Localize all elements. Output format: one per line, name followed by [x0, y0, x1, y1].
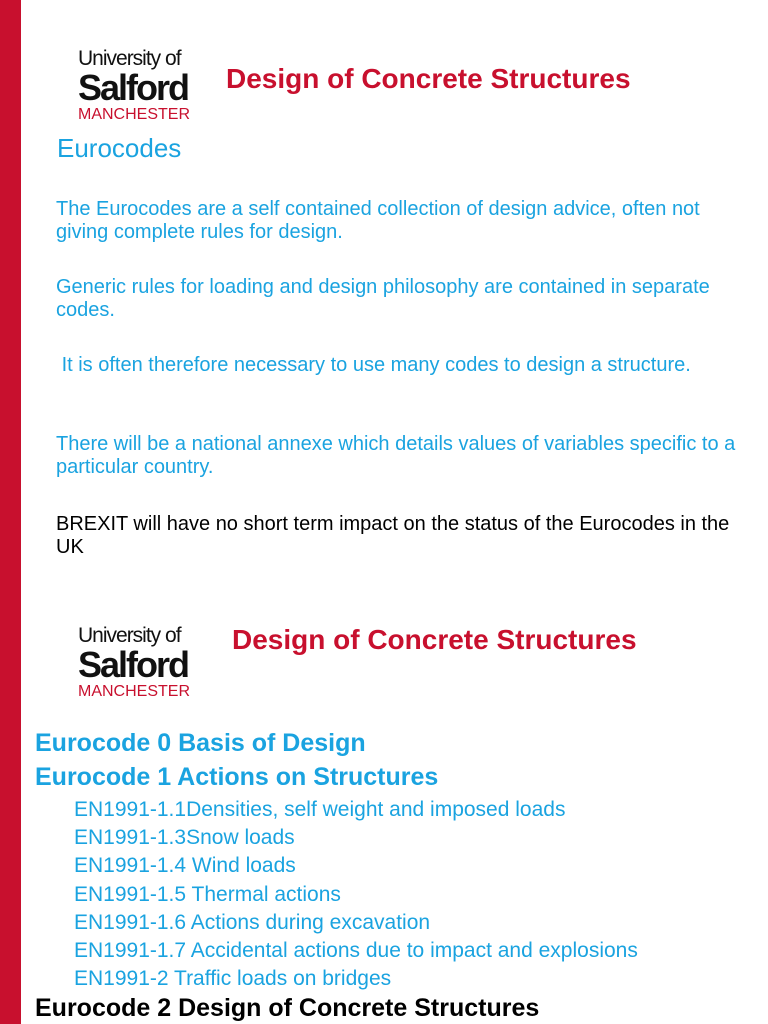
slide-title: Design of Concrete Structures: [232, 624, 637, 655]
heading-eurocode-0: Eurocode 0 Basis of Design: [35, 729, 366, 757]
list-item: EN1991-1.3Snow loads: [74, 826, 295, 850]
university-logo: University of Salford MANCHESTER: [78, 624, 191, 700]
paragraph: There will be a national annexe which details values of variables specific to a particular country.: [56, 433, 736, 478]
list-item: EN1991-1.4 Wind loads: [74, 854, 296, 878]
slide-subtitle: Eurocodes: [57, 133, 182, 163]
university-logo: University of Salford MANCHESTER: [78, 47, 191, 123]
list-item: EN1991-1.7 Accidental actions due to impact and explosions: [74, 939, 638, 963]
heading-eurocode-1: Eurocode 1 Actions on Structures: [35, 763, 439, 791]
eurocode-1-parts-list: [74, 796, 638, 993]
list-item: EN1991-1.6 Actions during excavation: [74, 910, 431, 934]
slide-title: Design of Concrete Structures: [226, 63, 631, 94]
paragraph: It is often therefore necessary to use many codes to design a structure.: [56, 354, 691, 376]
left-red-bar: [0, 0, 21, 1024]
heading-eurocode-2: Eurocode 2 Design of Concrete Structures: [35, 994, 540, 1022]
list-item: EN1991-1.5 Thermal actions: [74, 882, 341, 906]
paragraph: Generic rules for loading and design philosophy are contained in separate codes.: [56, 276, 710, 321]
list-item: EN1991-2 Traffic loads on bridges: [74, 967, 392, 991]
brexit-note: BREXIT will have no short term impact on the status of the Eurocodes in the UK: [56, 513, 730, 558]
list-item: EN1991-1.1Densities, self weight and imposed loads: [74, 798, 566, 821]
paragraph: The Eurocodes are a self contained collection of design advice, often not giving complete rules for design.: [56, 198, 700, 243]
